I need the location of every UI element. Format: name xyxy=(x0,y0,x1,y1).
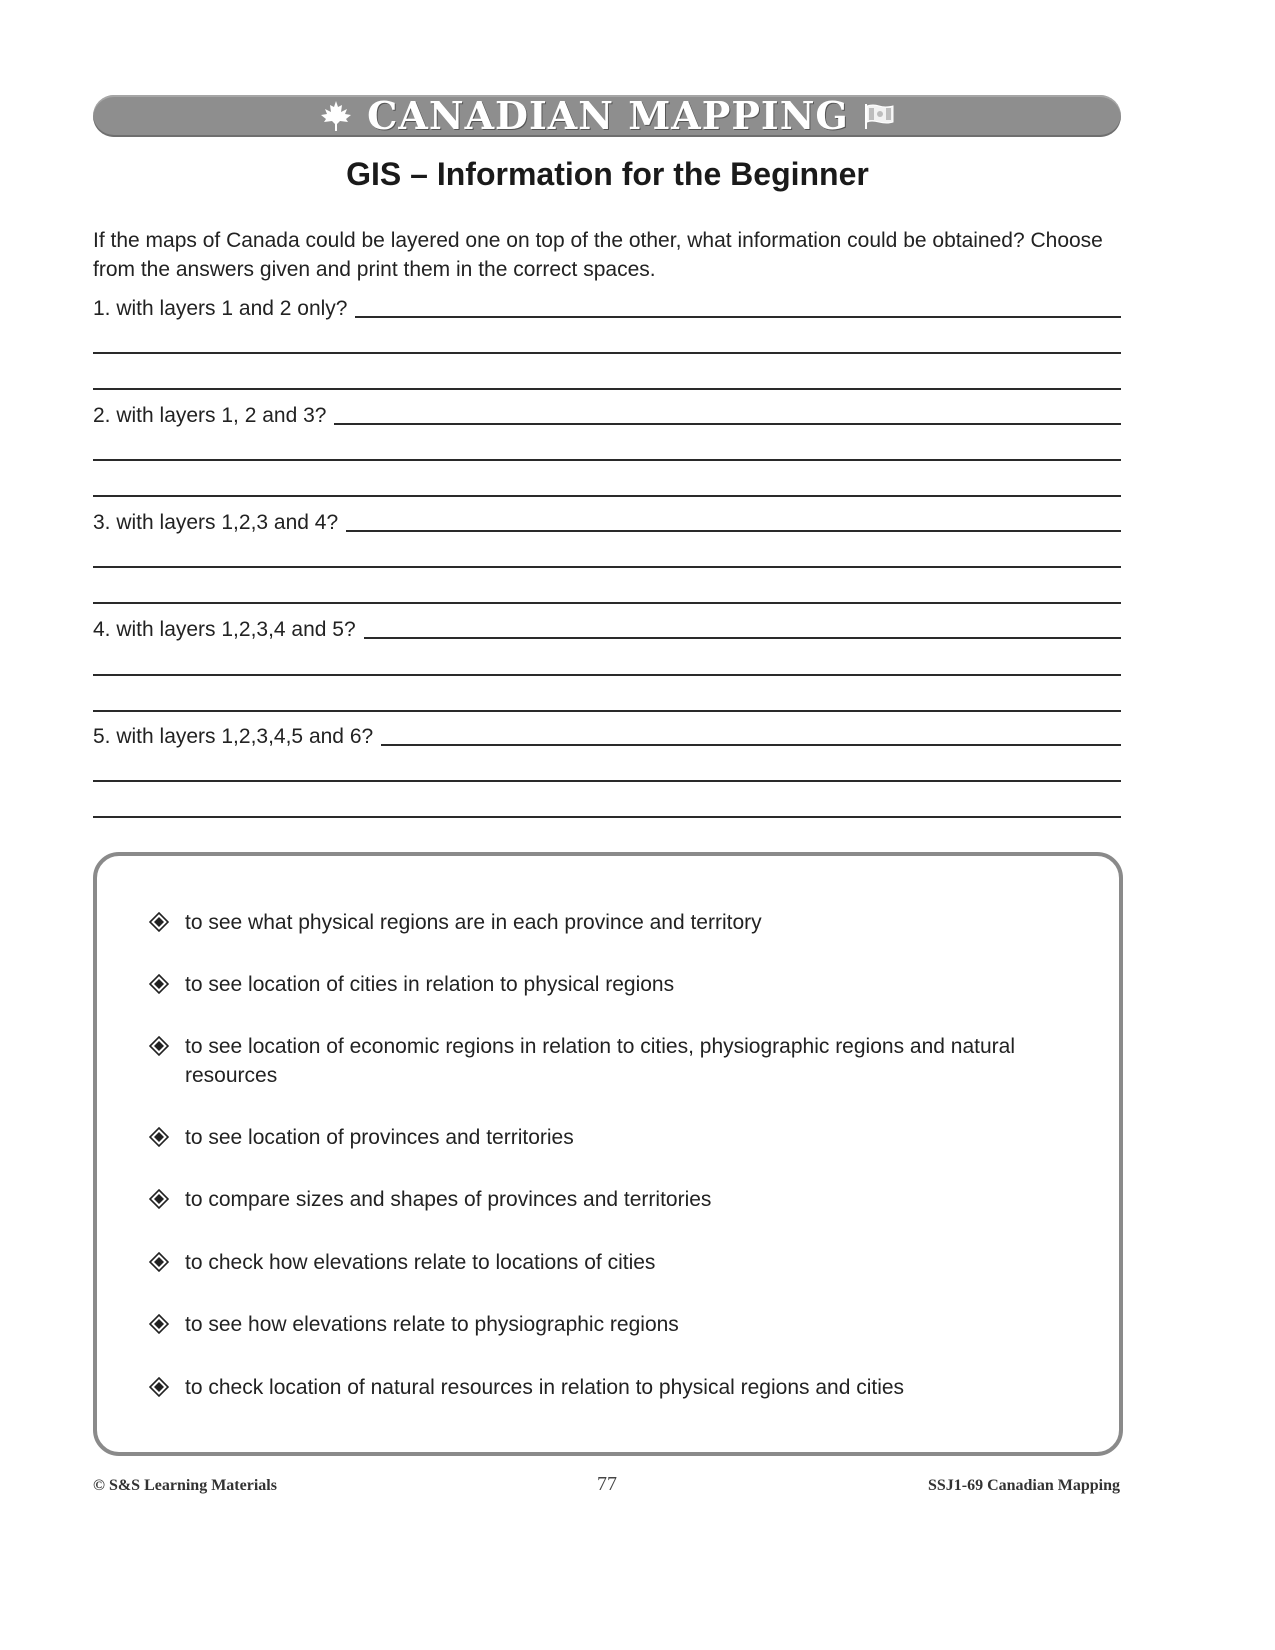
diamond-bullet-icon xyxy=(149,1189,169,1209)
diamond-bullet-icon xyxy=(149,1314,169,1334)
answer-option xyxy=(149,1032,1069,1090)
question-label: 3. with layers 1,2,3 and 4? xyxy=(93,511,339,534)
answer-option-text: to check how elevations relate to locations of cities xyxy=(185,1251,656,1274)
answer-option-text: to see location of economic regions in relation to cities, physiographic regions and natural resources xyxy=(185,1035,1015,1087)
answer-option xyxy=(149,1310,1069,1339)
diamond-bullet-icon xyxy=(149,1127,169,1147)
question-5 xyxy=(93,718,1121,748)
diamond-bullet-icon xyxy=(149,1377,169,1397)
diamond-bullet-icon xyxy=(149,1252,169,1272)
question-label: 1. with layers 1 and 2 only? xyxy=(93,297,348,320)
page-number: 77 xyxy=(597,1473,617,1495)
answer-option xyxy=(149,1123,1069,1152)
instructions: If the maps of Canada could be layered one on top of the other, what information could be obtained? Choose from the answers given and print them in the correct spaces. xyxy=(93,229,1103,281)
flag-icon xyxy=(863,102,895,130)
answer-option xyxy=(149,908,1069,937)
answer-input-line[interactable] xyxy=(93,566,1121,568)
answer-option xyxy=(149,1373,1069,1402)
answer-input-line[interactable] xyxy=(93,780,1121,782)
question-label: 2. with layers 1, 2 and 3? xyxy=(93,404,327,427)
header-banner xyxy=(93,95,1121,137)
answer-input-line[interactable] xyxy=(93,674,1121,676)
answer-input-line[interactable] xyxy=(346,529,1121,532)
answer-input-line[interactable] xyxy=(334,422,1121,425)
answer-input-line[interactable] xyxy=(364,636,1121,639)
answer-input-line[interactable] xyxy=(93,710,1121,712)
answer-options-box xyxy=(93,852,1123,1456)
diamond-bullet-icon xyxy=(149,1036,169,1056)
diamond-bullet-icon xyxy=(149,974,169,994)
answer-option-text: to check location of natural resources in relation to physical regions and cities xyxy=(185,1376,905,1399)
question-label: 5. with layers 1,2,3,4,5 and 6? xyxy=(93,725,374,748)
maple-leaf-icon xyxy=(319,99,353,133)
answer-input-line[interactable] xyxy=(93,816,1121,818)
question-1 xyxy=(93,290,1121,320)
answer-input-line[interactable] xyxy=(93,388,1121,390)
answer-option-text: to see what physical regions are in each province and territory xyxy=(185,911,762,934)
question-3 xyxy=(93,504,1121,534)
answer-input-line[interactable] xyxy=(93,495,1121,497)
banner-title: CANADIAN MAPPING xyxy=(367,93,849,138)
answer-option-text: to see how elevations relate to physiographic regions xyxy=(185,1313,679,1336)
answer-option-text: to see location of provinces and territories xyxy=(185,1126,574,1149)
question-label: 4. with layers 1,2,3,4 and 5? xyxy=(93,618,356,641)
answer-input-line[interactable] xyxy=(381,743,1121,746)
diamond-bullet-icon xyxy=(149,912,169,932)
page-title: GIS – Information for the Beginner xyxy=(346,156,869,192)
answer-input-line[interactable] xyxy=(93,459,1121,461)
question-4 xyxy=(93,611,1121,641)
answer-option-text: to see location of cities in relation to physical regions xyxy=(185,973,675,996)
answer-option xyxy=(149,1185,1069,1214)
answer-input-line[interactable] xyxy=(93,602,1121,604)
answer-input-line[interactable] xyxy=(93,352,1121,354)
answer-option-text: to compare sizes and shapes of provinces and territories xyxy=(185,1188,712,1211)
answer-option xyxy=(149,1248,1069,1277)
footer-book-code: SSJ1-69 Canadian Mapping xyxy=(927,1477,1120,1494)
answer-input-line[interactable] xyxy=(355,315,1121,318)
question-2 xyxy=(93,397,1121,427)
footer-copyright: © S&S Learning Materials xyxy=(93,1477,277,1494)
answer-option xyxy=(149,970,1069,999)
